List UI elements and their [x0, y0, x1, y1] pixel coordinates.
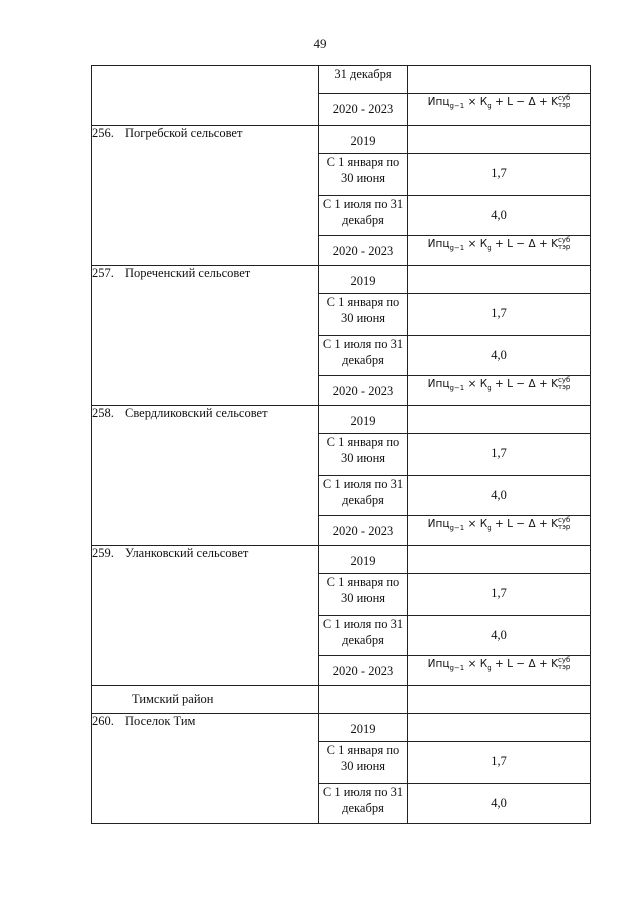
year-cell: 2019: [319, 126, 408, 154]
name-cell-empty: [92, 66, 319, 126]
value-cell: 4,0: [408, 196, 591, 236]
value-cell: 1,7: [408, 574, 591, 616]
value-cell-empty: [408, 126, 591, 154]
settlement-number: 258.: [92, 406, 114, 420]
settlement-name-cell: [92, 266, 319, 406]
period-cell: С 1 июля по 31 декабря: [319, 476, 408, 516]
formula: $Ипц_{g-1} \times К_g + L - \Delta + K$ суб тэр: [427, 516, 571, 533]
settlement-number: 260.: [92, 714, 114, 728]
formula: $Ипц_{g-1} \times К_g + L - \Delta + K$ суб тэр: [427, 376, 571, 393]
settlement-name: Погребской сельсовет: [125, 126, 243, 140]
period-cell: С 1 июля по 31 декабря: [319, 336, 408, 376]
period-cell: С 1 января по 30 июня: [319, 154, 408, 196]
table-row: [92, 714, 591, 742]
settlement-name: Уланковский сельсовет: [125, 546, 249, 560]
settlement-name: Свердликовский сельсовет: [125, 406, 268, 420]
period-cell: С 1 января по 30 июня: [319, 434, 408, 476]
period-cell: С 1 июля по 31 декабря: [319, 784, 408, 824]
district-name: Тимский район: [92, 686, 319, 714]
table-row: [92, 126, 591, 154]
value-cell-empty: [408, 546, 591, 574]
formula-cell: [408, 656, 591, 686]
year-cell: 2019: [319, 406, 408, 434]
year-cell: 2019: [319, 714, 408, 742]
formula-cell: [408, 376, 591, 406]
period-cell: С 1 января по 30 июня: [319, 294, 408, 336]
value-cell: 1,7: [408, 434, 591, 476]
table-row: [92, 66, 591, 94]
value-cell-empty: [408, 686, 591, 714]
value-cell: 4,0: [408, 616, 591, 656]
table-row: [92, 686, 591, 714]
settlement-name-cell: [92, 406, 319, 546]
year-cell: 2019: [319, 266, 408, 294]
value-cell-empty: [408, 714, 591, 742]
table-row: [92, 546, 591, 574]
table-row: [92, 406, 591, 434]
year-cell: 2019: [319, 546, 408, 574]
formula: $Ипц_{g-1} \times К_g + L - \Delta + K$ суб тэр: [427, 236, 571, 253]
period-cell-empty: [319, 686, 408, 714]
period-cell: С 1 июля по 31 декабря: [319, 196, 408, 236]
value-cell: 1,7: [408, 742, 591, 784]
period-cell: 31 декабря: [319, 66, 408, 94]
value-cell: 4,0: [408, 784, 591, 824]
value-cell-empty: [408, 266, 591, 294]
settlement-number: 257.: [92, 266, 114, 280]
value-cell: 1,7: [408, 294, 591, 336]
settlement-name-cell: [92, 714, 319, 824]
tariff-table: [91, 65, 591, 824]
settlement-number: 259.: [92, 546, 114, 560]
settlement-number: 256.: [92, 126, 114, 140]
value-cell-empty: [408, 406, 591, 434]
settlement-name-cell: [92, 126, 319, 266]
formula-cell: [408, 94, 591, 126]
formula-cell: [408, 516, 591, 546]
value-cell: 1,7: [408, 154, 591, 196]
formula-cell: [408, 236, 591, 266]
settlement-name-cell: [92, 546, 319, 686]
value-cell: 4,0: [408, 476, 591, 516]
table-row: [92, 266, 591, 294]
period-cell: 2020 - 2023: [319, 516, 408, 546]
period-cell: 2020 - 2023: [319, 656, 408, 686]
period-cell: С 1 января по 30 июня: [319, 574, 408, 616]
formula: $Ипц_{g-1} \times К_g + L - \Delta + K$ суб тэр: [427, 94, 571, 111]
value-cell: 4,0: [408, 336, 591, 376]
period-cell: 2020 - 2023: [319, 236, 408, 266]
value-cell-empty: [408, 66, 591, 94]
period-cell: С 1 июля по 31 декабря: [319, 616, 408, 656]
period-cell: 2020 - 2023: [319, 376, 408, 406]
period-cell: 2020 - 2023: [319, 94, 408, 126]
period-cell: С 1 января по 30 июня: [319, 742, 408, 784]
settlement-name: Пореченский сельсовет: [125, 266, 251, 280]
formula: $Ипц_{g-1} \times К_g + L - \Delta + K$ суб тэр: [427, 656, 571, 673]
settlement-name: Поселок Тим: [125, 714, 196, 728]
page-number: 49: [313, 36, 327, 51]
